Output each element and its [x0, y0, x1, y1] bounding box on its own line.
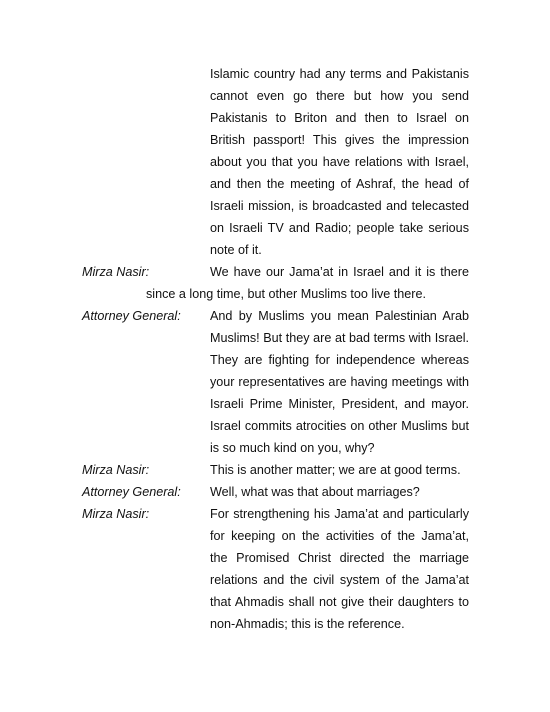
- speaker-label: Attorney General:: [82, 485, 181, 499]
- body-line: British passport! This gives the impression: [210, 133, 469, 147]
- body-line: Israeli mission, is broadcasted and telecasted: [210, 199, 469, 213]
- body-line: They are fighting for independence whereas: [210, 353, 469, 367]
- body-line: on Israeli TV and Radio; people take serious: [210, 221, 469, 235]
- body-line: Well, what was that about marriages?: [210, 485, 420, 499]
- body-line: non-Ahmadis; this is the reference.: [210, 617, 405, 631]
- speaker-label: Mirza Nasir:: [82, 507, 150, 521]
- body-line: Islamic country had any terms and Pakistanis: [210, 67, 469, 81]
- body-line: note of it.: [210, 243, 262, 257]
- body-line: since a long time, but other Muslims too live there.: [146, 287, 426, 301]
- body-line: We have our Jama’at in Israel and it is there: [210, 265, 469, 279]
- body-line: relations and the civil system of the Jama’at: [210, 573, 469, 587]
- body-line: Pakistanis to Briton and then to Israel on: [210, 111, 469, 125]
- body-line: For strengthening his Jama’at and particularly: [210, 507, 469, 521]
- body-line: And by Muslims you mean Palestinian Arab: [210, 309, 469, 323]
- body-line: about you that you have relations with Israel,: [210, 155, 469, 169]
- body-line: This is another matter; we are at good terms.: [210, 463, 461, 477]
- speaker-label: Mirza Nasir:: [82, 463, 150, 477]
- body-line: cannot even go there but how you send: [210, 89, 469, 103]
- body-line: and then the meeting of Ashraf, the head of: [210, 177, 469, 191]
- speaker-label: Mirza Nasir:: [82, 265, 150, 279]
- body-line: Muslims! But they are at bad terms with Israel.: [210, 331, 469, 345]
- body-line: for keeping on the activities of the Jama’at,: [210, 529, 469, 543]
- body-line: the Promised Christ directed the marriage: [210, 551, 469, 565]
- body-line: Israel commits atrocities on other Muslims but: [210, 419, 469, 433]
- body-line: is so much kind on you, why?: [210, 441, 375, 455]
- body-line: that Ahmadis shall not give their daughters to: [210, 595, 469, 609]
- body-line: Israeli Prime Minister, President, and mayor.: [210, 397, 469, 411]
- speaker-label: Attorney General:: [82, 309, 181, 323]
- body-line: your representatives are having meetings with: [210, 375, 469, 389]
